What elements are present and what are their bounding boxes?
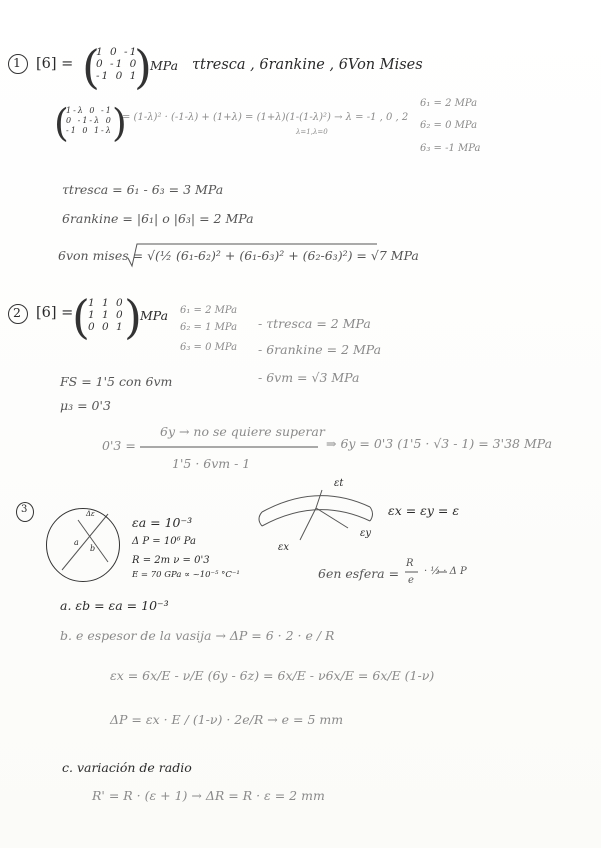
problem-1-char-note: λ=1,λ=0	[296, 128, 328, 136]
part-a: a. εb = εa = 10⁻³	[60, 598, 169, 613]
matrix-row: 1 1 0	[88, 309, 125, 321]
problem-2-sigma-lhs: [6] =	[36, 305, 74, 321]
problem-2-unit: MPa	[140, 308, 169, 323]
shell-label-x: εx	[278, 542, 290, 553]
problem-2-matrix-close-paren: )	[124, 290, 142, 344]
formula-denominator: 1'5 · 6vm - 1	[172, 456, 251, 471]
formula-numerator: 6y → no se quiere superar	[160, 424, 325, 439]
matrix-row: -1 0 1	[96, 70, 139, 82]
problem-1-unit: MPa	[150, 58, 179, 73]
problem-3-data: Δ P = 10⁶ Pa	[132, 536, 197, 547]
principal-stress: 6₁ = 2 MPa	[180, 305, 238, 316]
matrix-row: 1-λ 0 -1	[66, 106, 113, 115]
problem-1-number: 1	[13, 55, 21, 70]
part-b: b. e espesor de la vasija → ΔP = 6 · 2 · e / R	[60, 628, 335, 643]
rankine-result: 6rankine = |6₁| o |6₃| = 2 MPa	[62, 211, 254, 226]
sphere-stress-label: 6en esfera =	[318, 566, 400, 581]
problem-2-matrix	[88, 297, 125, 333]
matrix-row: 0 -1 0	[96, 58, 139, 70]
formula-lhs: 0'3 =	[102, 438, 136, 453]
shell-label-y: εy	[360, 528, 372, 539]
vessel-circle	[46, 508, 120, 582]
vonmises-result: 6von mises = √(½ (6₁-6₂)² + (6₁-6₃)² + (6₂-6₃)²) = √7 MPa	[58, 248, 419, 263]
criterion-result: - 6vm = √3 MPa	[258, 370, 360, 385]
problem-1-char-matrix	[66, 106, 113, 136]
principal-stress: 6₃ = 0 MPa	[180, 342, 238, 353]
tresca-result: τtresca = 6₁ - 6₃ = 3 MPa	[62, 182, 224, 197]
criterion-result: - τtresca = 2 MPa	[258, 316, 371, 331]
pressure-equation: ΔP = εx · E / (1-ν) · 2e/R → e = 5 mm	[110, 712, 344, 727]
principal-stress: 6₂ = 0 MPa	[420, 120, 478, 131]
problem-1-matrix	[96, 46, 138, 82]
principal-stress: 6₂ = 1 MPa	[180, 322, 238, 333]
matrix-row: 0 0 1	[88, 321, 125, 333]
principal-stress: 6₁ = 2 MPa	[420, 98, 478, 109]
problem-1-sigma-lhs: [6] =	[36, 56, 74, 72]
radius-equation: R' = R · (ε + 1) → ΔR = R · ε = 2 mm	[92, 788, 325, 803]
problem-1-char-equation: = (1-λ)² · (-1-λ) + (1+λ) = (1+λ)(1-(1-λ)²) → λ = -1 , 0 , 2	[122, 112, 409, 123]
safety-factor: FS = 1'5 con 6vm	[60, 374, 173, 389]
shell-label-t: εt	[334, 478, 344, 489]
matrix-row: 1 1 0	[88, 297, 125, 309]
problem-3-data: εa = 10⁻³	[132, 515, 193, 530]
strain-equation: εx = εy = ε	[388, 503, 460, 518]
problem-2-number: 2	[13, 305, 21, 320]
principal-stress: 6₃ = -1 MPa	[420, 143, 481, 154]
matrix-row: -1 0 1-λ	[66, 126, 113, 135]
problem-1-asked: τtresca , 6rankine , 6Von Mises	[192, 57, 423, 73]
hooke-equation: εx = 6x/E - ν/E (6y - 6z) = 6x/E - ν6x/E = 6x/E (1-ν)	[110, 668, 435, 683]
matrix-row: 1 0 -1	[96, 46, 139, 58]
problem-3-data: R = 2m ν = 0'3	[132, 555, 210, 566]
problem-2-matrix-open-paren: (	[72, 290, 90, 344]
sphere-tail: · ½ · Δ P	[424, 566, 467, 577]
part-c: c. variación de radio	[62, 760, 192, 775]
vessel-label-b: b	[90, 544, 96, 553]
problem-1-charmatrix-close-paren: )	[112, 101, 127, 145]
problem-1-matrix-close-paren: )	[134, 40, 152, 94]
matrix-row: 0 -1-λ 0	[66, 116, 113, 125]
formula-result: ⇒ 6y = 0'3 (1'5 · √3 - 1) = 3'38 MPa	[326, 436, 553, 451]
criterion-result: - 6rankine = 2 MPa	[258, 342, 382, 357]
vessel-label-a: a	[74, 538, 79, 547]
problem-1-charmatrix-open-paren: (	[54, 101, 69, 145]
mu-value: μ₃ = 0'3	[60, 398, 111, 413]
problem-3-number: 3	[21, 504, 28, 515]
vessel-angle-label: Δε	[86, 510, 95, 518]
sphere-frac-num: R	[406, 558, 414, 569]
problem-3-data: E = 70 GPa ∝ ~10⁻⁵ °C⁻¹	[132, 570, 240, 580]
sphere-frac-den: e	[408, 575, 414, 586]
problem-1-matrix-open-paren: (	[82, 40, 100, 94]
